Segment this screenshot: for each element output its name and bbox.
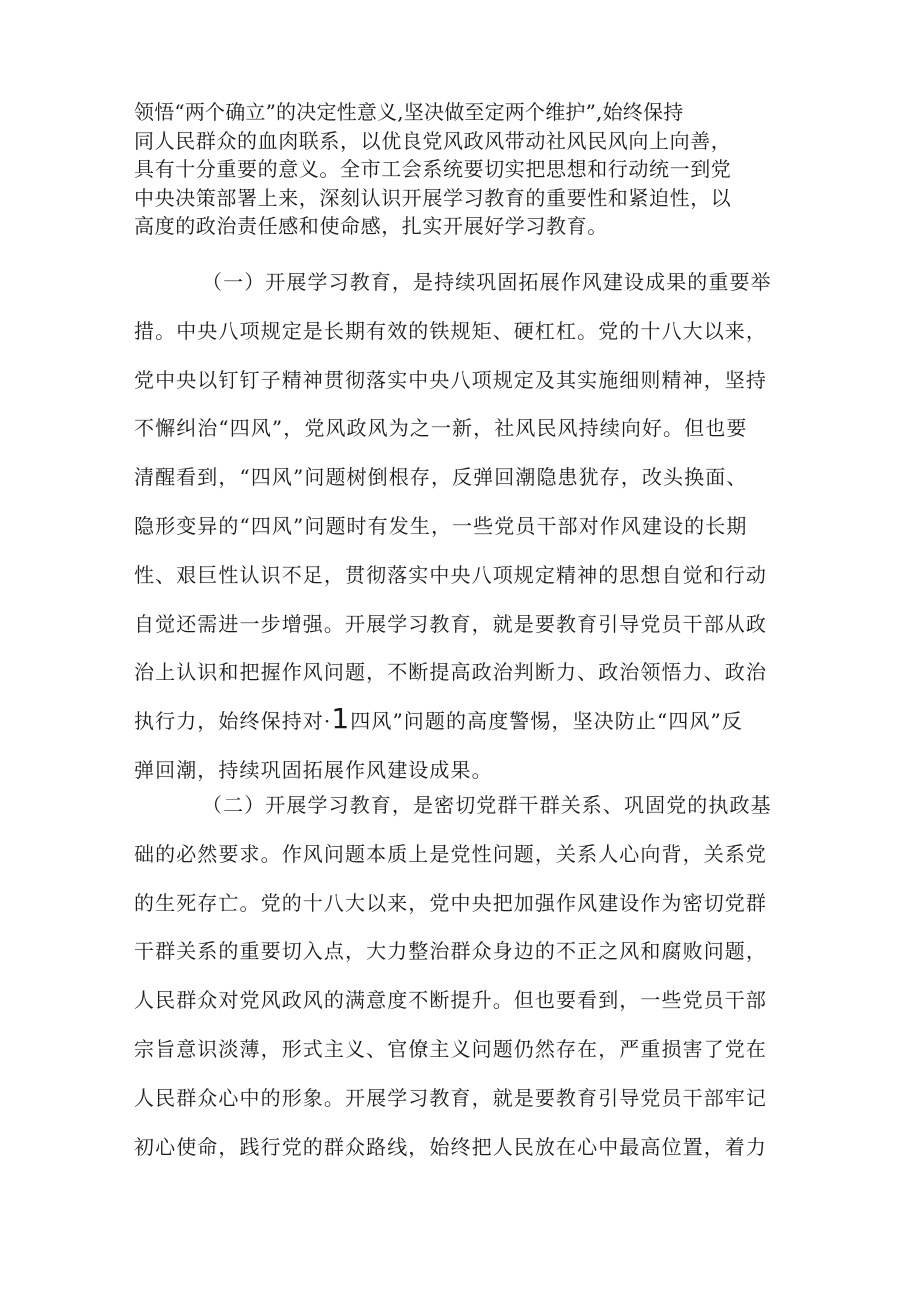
- text-line: 同人民群众的血肉联系，以优良党风政风带动社风民风向上向善，: [134, 128, 732, 153]
- text-line: 党中央以钉钉子精神贯彻落实中央八项规定及其实施细则精神，坚持: [134, 367, 767, 392]
- text-line: 人民群众心中的形象。开展学习教育，就是要教育引导党员干部牢记: [134, 1085, 767, 1110]
- text-line: 措。中央八项规定是长期有效的铁规矩、硬杠杠。党的十八大以来，: [134, 318, 767, 343]
- text-fragment: 执行力，始终保持对·: [134, 709, 332, 734]
- section-2-paragraph: [134, 781, 794, 1171]
- text-line: 自觉还需进一步增强。开展学习教育，就是要教育引导党员干部从政: [134, 611, 767, 636]
- text-line: 高度的政治责任感和使命感，扎实开展好学习教育。: [134, 214, 608, 238]
- text-line: 宗旨意识淡薄，形式主义、官僚主义问题仍然存在，严重损害了党在: [134, 1036, 767, 1061]
- text-line: 不懈纠治“四风”，党风政风为之一新，社风民风持续向好。但也要: [134, 416, 748, 441]
- text-line: 础的必然要求。作风问题本质上是党性问题，关系人心向背，关系党: [134, 841, 767, 866]
- ocr-artifact-mark: 1: [331, 702, 351, 736]
- text-fragment: 四风”问题的高度警惕，坚决防止“四风”反: [350, 709, 743, 734]
- section-1-heading-line: （一）开展学习教育，是持续巩固拓展作风建设成果的重要举: [202, 270, 772, 294]
- intro-paragraph: [134, 98, 794, 241]
- text-line: 隐形变异的“四风”问题时有发生，一些党员干部对作风建设的长期: [134, 513, 748, 538]
- text-line: [134, 697, 794, 746]
- text-line: 干群关系的重要切入点，大力整治群众身边的不正之风和腐败问题，: [134, 939, 767, 964]
- section-2-heading-line: （二）开展学习教育，是密切党群干群关系、巩固党的执政基: [202, 793, 772, 817]
- text-line: 弹回潮，持续巩固拓展作风建设成果。: [134, 757, 493, 782]
- text-line: 初心使命，践行党的群众路线，始终把人民放在心中最高位置，着力: [134, 1134, 767, 1159]
- text-line: 性、艰巨性认识不足，贯彻落实中央八项规定精神的思想自觉和行动: [134, 562, 767, 587]
- text-line: 中央决策部署上来，深刻认识开展学习教育的重要性和紧迫性，以: [134, 185, 732, 210]
- text-line: 人民群众对党风政风的满意度不断提升。但也要看到，一些党员干部: [134, 988, 767, 1013]
- text-line: 的生死存亡。党的十八大以来，党中央把加强作风建设作为密切党群: [134, 890, 767, 915]
- text-line: 治上认识和把握作风问题，不断提高政治判断力、政治领悟力、政治: [134, 660, 767, 685]
- text-line: 具有十分重要的意义。全市工会系统要切实把思想和行动统一到党: [134, 157, 732, 181]
- section-1-paragraph: [134, 258, 794, 795]
- text-line: 清醒看到，“四风”问题树倒根存，反弹回潮隐患犹存，改头换面、: [134, 465, 748, 490]
- text-line: 领悟“两个确立”的决定性意义,坚决做至定两个维护”,始终保持: [134, 100, 684, 124]
